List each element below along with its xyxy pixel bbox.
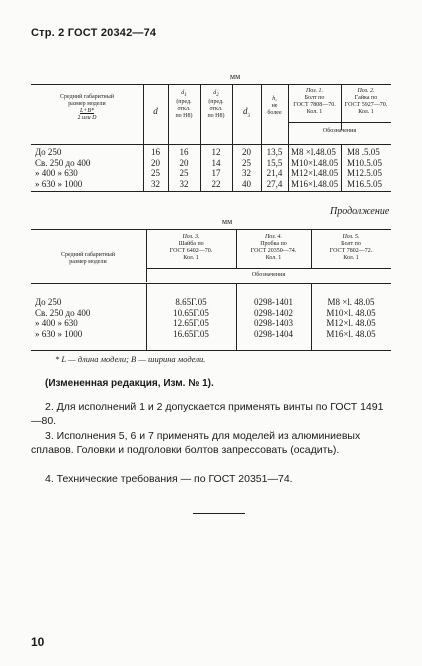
paragraph-3: 3. Исполнения 5, 6 и 7 применять для моделей из алюминиевых сплавов. Головки и подголовки болтов запрессовать (осадить). [31, 430, 361, 456]
table1-bottom-rule [31, 191, 391, 192]
table1-cell-d2: 12 [211, 147, 221, 157]
page-header: Стр. 2 ГОСТ 20342—74 [31, 27, 157, 39]
table1-cell-d3: 40 [242, 178, 251, 189]
separator-rule [193, 513, 245, 514]
table2-col-p4-header: Поз. 4. Пробка по ГОСТ 20350—74. Кол. 1 [250, 234, 297, 261]
table1-cell-d2: 22 [211, 178, 221, 189]
table1-col-d1-header: $d_1$ (пред. откл. по H8) [175, 90, 193, 120]
table1-unit: мм [230, 72, 241, 81]
table1-cell-h: 21,4 [266, 168, 283, 178]
table1-col-p2-header: Поз. 2. Гайка по ГОСТ 5927—70. Кол. 1 [344, 88, 388, 115]
table1-cell-d2: 14 [211, 157, 221, 168]
edition-note: (Измененная редакция, Изм. № 1). [45, 378, 214, 389]
paragraph-2: 2. Для исполнений 1 и 2 допускается применять винты по ГОСТ 1491—80. [31, 401, 384, 427]
table2-top-rule [31, 229, 391, 230]
table2-cell-size: До 250 [35, 297, 62, 307]
table1-col-d-header: d [153, 106, 158, 116]
table1-cell-h: 27,4 [266, 178, 283, 189]
table1-cell-d1: 25 [179, 168, 189, 178]
table2-cell-p5: М12×l. 48.05 [326, 318, 376, 328]
table1-cell-size: Св. 250 до 400 [35, 157, 91, 168]
table2-cell-p3: 12.65Г.05 [173, 318, 209, 328]
table2-col-p3-header: Поз. 3. Шайба по ГОСТ 6402—70. Кол. 1 [169, 234, 213, 261]
table2-cell-p4: 0298-1403 [254, 318, 293, 328]
table1-col-p1-header: Поз. 1. Болт по ГОСТ 7808—70. Кол. 1 [293, 88, 336, 115]
table1-cell-d: 25 [151, 168, 160, 178]
table2-col-p5-header: Поз. 5. Болт по ГОСТ 7802—72. Кол. 1 [329, 234, 373, 261]
table2-bottom-rule [31, 350, 391, 351]
table1-cell-size: » 400 » 630 [35, 168, 78, 178]
table2-unit: мм [222, 217, 233, 226]
table1-cell-p2: М16.5.05 [347, 178, 383, 189]
table1-designations-label: Обозначения [322, 128, 357, 134]
table1-cell-size: До 250 [35, 147, 62, 157]
table1-col-h-header: h, не более [267, 96, 282, 116]
table2-cell-size: Св. 250 до 400 [35, 307, 91, 318]
table1-col-d2-header: $d_2$ (пред. откл. по H8) [207, 90, 225, 120]
table1-top-rule [31, 84, 391, 85]
table1-cell-d: 20 [151, 157, 160, 168]
table2-cell-p5: М10×l. 48.05 [326, 307, 376, 318]
table2-cell-p4: 0298-1401 [254, 297, 293, 307]
table2-col-size-header: Средний габаритный размер модели [61, 252, 115, 265]
table1-cell-d3: 20 [242, 147, 251, 157]
table2-cell-size: » 630 » 1000 [35, 328, 83, 339]
table1-cell-d2: 17 [211, 168, 221, 178]
table1-cell-p2: М10.5.05 [347, 157, 383, 168]
table1-cell-size: » 630 » 1000 [35, 178, 83, 189]
table1-col-d3-header: $d_3$ [243, 106, 250, 119]
table1-cell-p1: М8 ×l.48.05 [291, 147, 336, 157]
table2-cell-p3: 8.65Г.05 [175, 297, 207, 307]
table1-cell-d: 16 [151, 147, 160, 157]
table1-cell-h: 15,5 [266, 157, 283, 168]
table1-col-size-header: Средний габаритный размер модели L+B* 2 или D [60, 94, 114, 121]
table1-cell-p2: М12.5.05 [347, 168, 383, 178]
table2-cell-p4: 0298-1404 [254, 328, 293, 339]
paragraph-4: 4. Технические требования — по ГОСТ 20351—74. [45, 473, 293, 485]
table2-cell-p3: 10.65Г.05 [173, 307, 209, 318]
table2-designations-label: Обозначения [251, 272, 286, 278]
page-number: 10 [31, 635, 45, 649]
table1-cell-p1: М12×l.48.05 [291, 168, 339, 178]
table1-header-rule [31, 144, 391, 145]
table1-cell-d1: 20 [179, 157, 189, 168]
table1-cell-d1: 16 [179, 147, 189, 157]
footnote: * L — длина модели; B — ширина модели. [55, 354, 206, 364]
table1-cell-p1: М16×l.48.05 [291, 178, 339, 189]
continuation-label: Продолжение [330, 206, 390, 217]
table1-cell-p1: М10×l.48.05 [291, 157, 339, 168]
table1-cell-d3: 25 [242, 157, 251, 168]
table2-cell-p4: 0298-1402 [254, 307, 293, 318]
table2-cell-p3: 16.65Г.05 [173, 328, 209, 339]
table2-cell-p5: М16×l. 48.05 [326, 328, 376, 339]
table1-cell-d3: 32 [242, 168, 251, 178]
table1-cell-h: 13,5 [266, 147, 283, 157]
table2-cell-p5: М8 ×l. 48.05 [327, 297, 375, 307]
table2-header-rule [31, 283, 391, 284]
table1-cell-d1: 32 [179, 178, 189, 189]
table2-cell-size: » 400 » 630 [35, 318, 78, 328]
table1-cell-d: 32 [151, 178, 160, 189]
table1-cell-p2: М8 .5.05 [347, 147, 380, 157]
